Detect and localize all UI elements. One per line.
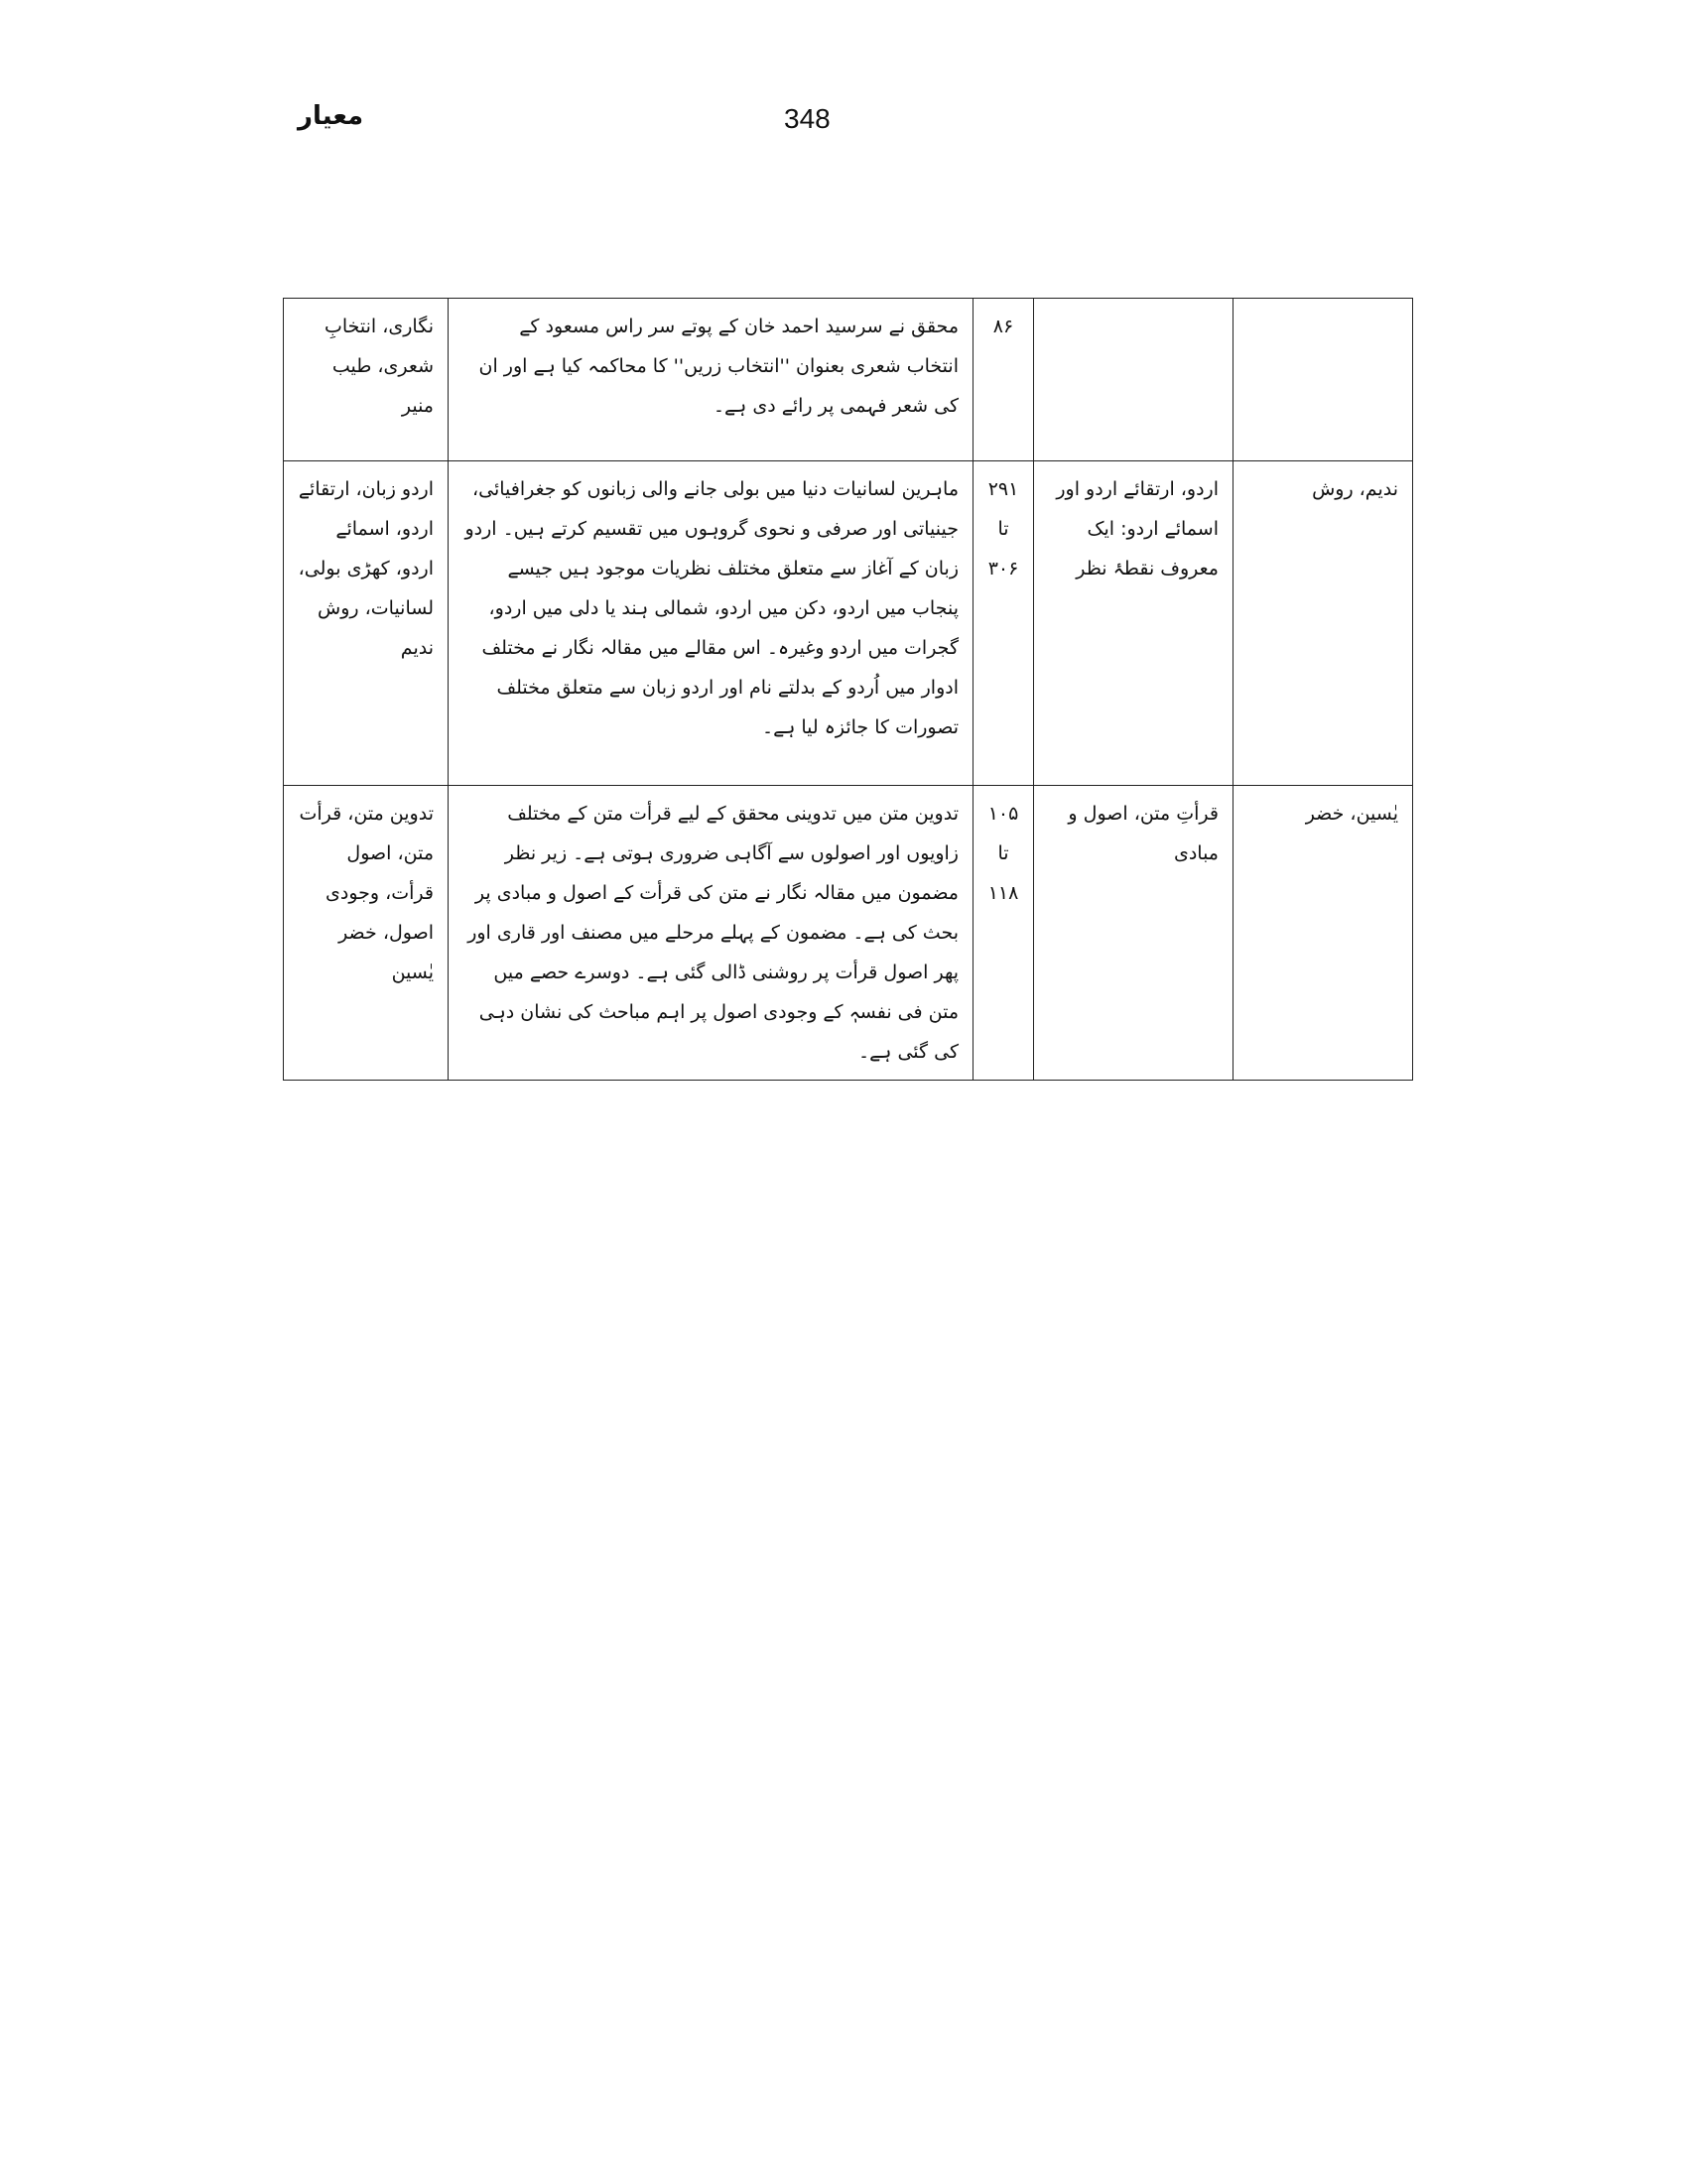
page-range-end: ۱۱۸: [987, 882, 1019, 904]
page-range-separator: تا: [997, 518, 1009, 540]
pages-cell: [974, 786, 1034, 1081]
page-number: 348: [784, 103, 831, 134]
journal-name: معیار: [298, 101, 364, 131]
page-range-separator: تا: [997, 842, 1009, 864]
keywords-cell: نگاری، انتخابِ شعری، طیب منیر: [284, 299, 449, 461]
author-cell: یٰسین، خضر: [1234, 786, 1413, 1081]
pages-cell: [974, 299, 1034, 461]
keywords-cell: اردو زبان، ارتقائے اردو، اسمائے اردو، کھڑی بولی، لسانیات، روش ندیم: [284, 461, 449, 786]
keywords-cell: تدوین متن، قرأت متن، اصول قرأت، وجودی اصول، خضر یٰسین: [284, 786, 449, 1081]
title-cell: قرأتِ متن، اصول و مبادی: [1034, 786, 1234, 1081]
page-range-end: ۳۰۶: [987, 558, 1019, 579]
page-range-start: ۲۹۱: [987, 478, 1019, 500]
page-range-start: ۸۶: [992, 316, 1014, 337]
table-row: [284, 299, 1413, 461]
summary-cell: تدوین متن میں تدوینی محقق کے لیے قرأت متن کے مختلف زاویوں اور اصولوں سے آگاہی ضروری ہوتی ہے۔ زیر نظر مضمون میں مقالہ نگار نے متن کی قرأت کے اصول و مبادی پر بحث کی ہے۔ مضمون کے پہلے مرحلے میں مصنف اور قاری اور پھر اصول قرأت پر روشنی ڈالی گئی ہے۔ دوسرے حصے میں متن فی نفسہٖ کے وجودی اصول پر اہم مباحث کی نشان دہی کی گئی ہے۔: [449, 786, 974, 1081]
title-cell: [1034, 299, 1234, 461]
summary-cell: محقق نے سرسید احمد خان کے پوتے سر راس مسعود کے انتخاب شعری بعنوان ''انتخاب زریں'' کا محاکمہ کیا ہے اور ان کی شعر فہمی پر رائے دی ہے۔: [449, 299, 974, 461]
author-cell: ندیم، روش: [1234, 461, 1413, 786]
author-cell: [1234, 299, 1413, 461]
table-row: [284, 786, 1413, 1081]
title-cell: اردو، ارتقائے اردو اور اسمائے اردو: ایک معروف نقطۂ نظر: [1034, 461, 1234, 786]
page-range-start: ۱۰۵: [987, 803, 1019, 825]
summary-cell: ماہرین لسانیات دنیا میں بولی جانے والی زبانوں کو جغرافیائی، جینیاتی اور صرفی و نحوی گروہوں میں تقسیم کرتے ہیں۔ اردو زبان کے آغاز سے متعلق مختلف نظریات موجود ہیں جیسے پنجاب میں اردو، دکن میں اردو، شمالی ہند یا دلی میں اردو، گجرات میں اردو وغیرہ۔ اس مقالے میں مقالہ نگار نے مختلف ادوار میں اُردو کے بدلتے نام اور اردو زبان سے متعلق مختلف تصورات کا جائزہ لیا ہے۔: [449, 461, 974, 786]
index-table: [283, 298, 1413, 1081]
table-row: [284, 461, 1413, 786]
pages-cell: [974, 461, 1034, 786]
